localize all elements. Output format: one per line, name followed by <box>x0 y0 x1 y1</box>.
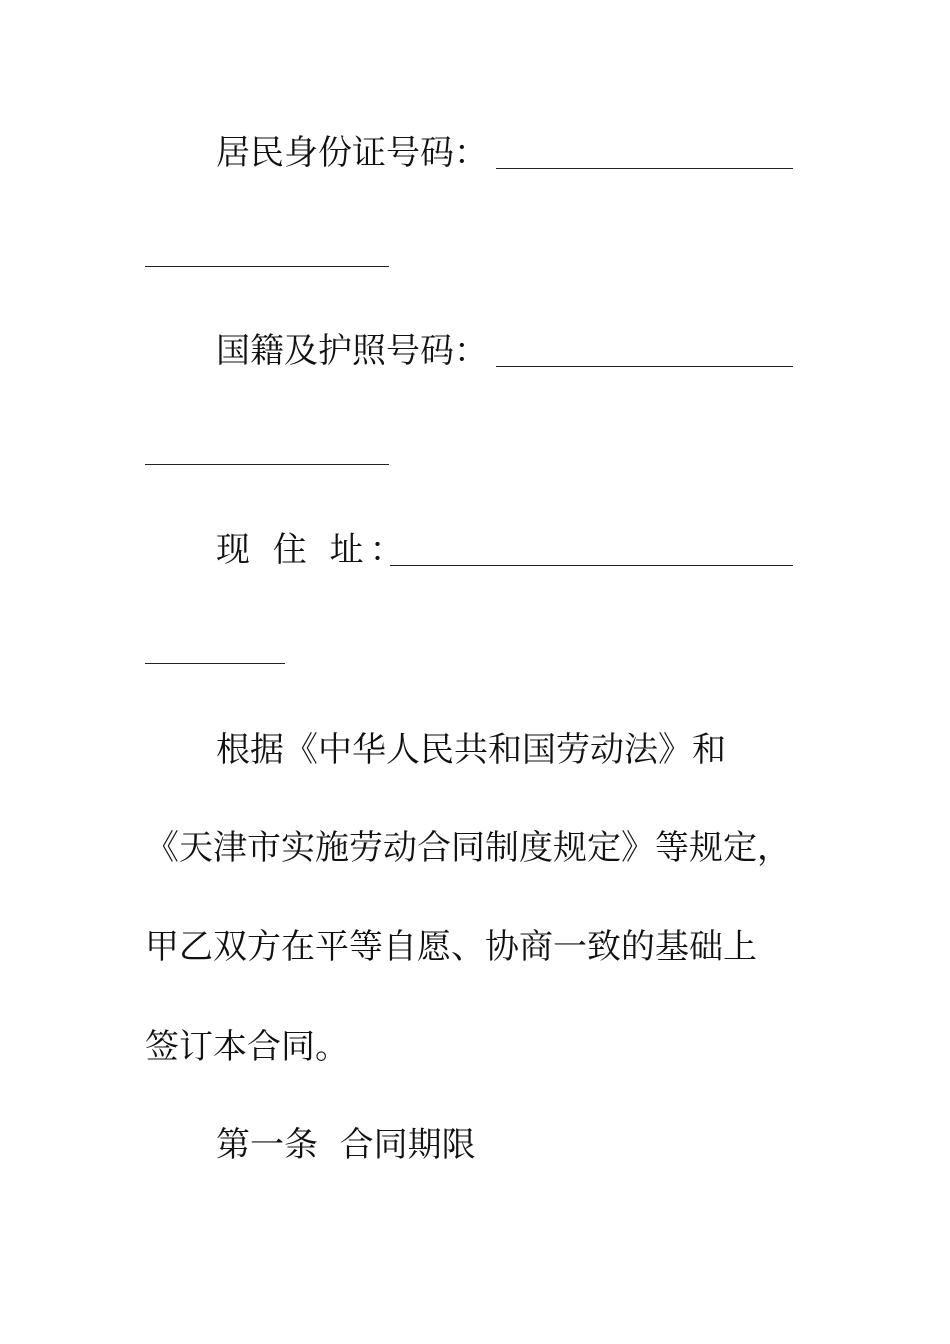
passport-blank-line-1[interactable] <box>496 366 793 367</box>
paragraph-line-3: 甲乙双方在平等自愿、协商一致的基础上 <box>145 927 757 967</box>
article-1-heading: 第一条 合同期限 <box>216 1125 476 1165</box>
id-number-label: 居民身份证号码： <box>216 133 488 173</box>
paragraph-line-4: 签订本合同。 <box>145 1027 349 1067</box>
address-blank-line-1[interactable] <box>390 565 793 566</box>
paragraph-line-2: 《天津市实施劳动合同制度规定》等规定， <box>145 828 791 868</box>
id-number-blank-line-2[interactable] <box>145 266 389 267</box>
address-label: 现 住 址： <box>216 530 410 570</box>
passport-blank-line-2[interactable] <box>145 464 389 465</box>
paragraph-line-1: 根据《中华人民共和国劳动法》和 <box>216 730 726 770</box>
passport-label: 国籍及护照号码： <box>216 331 488 371</box>
id-number-blank-line-1[interactable] <box>496 168 793 169</box>
address-blank-line-2[interactable] <box>145 663 285 664</box>
